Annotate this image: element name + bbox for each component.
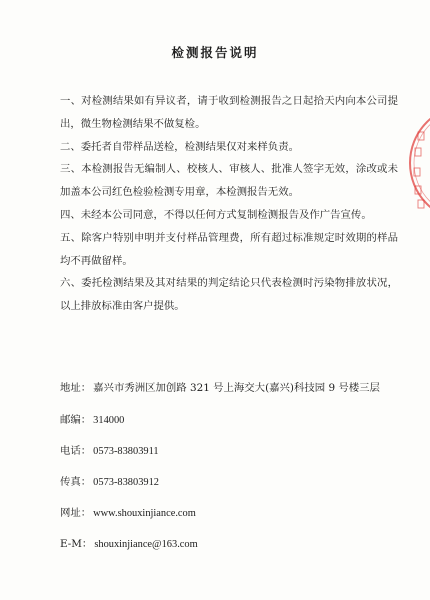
seal-stamp-icon — [404, 108, 430, 218]
fax-label: 传真： — [60, 476, 92, 488]
address-label: 地址： — [60, 382, 92, 394]
email-link[interactable]: shouxinjiance@163.com — [94, 539, 198, 550]
postal-value: 314000 — [93, 415, 125, 426]
website-label: 网址： — [60, 507, 92, 519]
website-link[interactable]: www.shouxinjiance.com — [93, 508, 196, 519]
clause-item: 五、除客户特别申明并支付样品管理费，所有超过标准规定时效期的样品均不再做留样。 — [60, 231, 398, 267]
phone-line — [60, 444, 400, 459]
clause-item: 二、委托者自带样品送检，检测结果仅对来样负责。 — [60, 140, 299, 153]
clause-list — [60, 90, 398, 318]
phone-value: 0573-83803911 — [93, 446, 159, 457]
clause-item: 四、未经本公司同意，不得以任何方式复制检测报告及作广告宣传。 — [60, 208, 372, 221]
fax-value: 0573-83803912 — [93, 477, 159, 488]
phone-label: 电话： — [60, 445, 92, 457]
website-line — [60, 506, 400, 521]
seal-stamp-fragment — [404, 108, 430, 218]
email-label: E-M： — [60, 538, 93, 550]
email-line — [60, 537, 400, 552]
postal-label: 邮编： — [60, 414, 92, 426]
address-line — [60, 378, 400, 399]
clause-item: 一、对检测结果如有异议者，请于收到检测报告之日起拾天内向本公司提出，微生物检测结果不做复检。 — [60, 95, 398, 130]
address-value: 嘉兴市秀洲区加创路 321 号上海交大(嘉兴)科技园 9 号楼三层 — [93, 382, 380, 394]
page-title: 检测报告说明 — [171, 45, 259, 60]
clause-item: 三、本检测报告无编制人、校核人、审核人、批准人签字无效，涂改或未加盖本公司红色检验检测专用章，本检测报告无效。 — [60, 163, 398, 199]
clause-item: 六、委托检测结果及其对结果的判定结论只代表检测时污染物排放状况，以上排放标准由客户提供。 — [60, 277, 398, 313]
contact-block — [60, 378, 400, 552]
fax-line — [60, 475, 400, 490]
postal-line — [60, 413, 400, 428]
